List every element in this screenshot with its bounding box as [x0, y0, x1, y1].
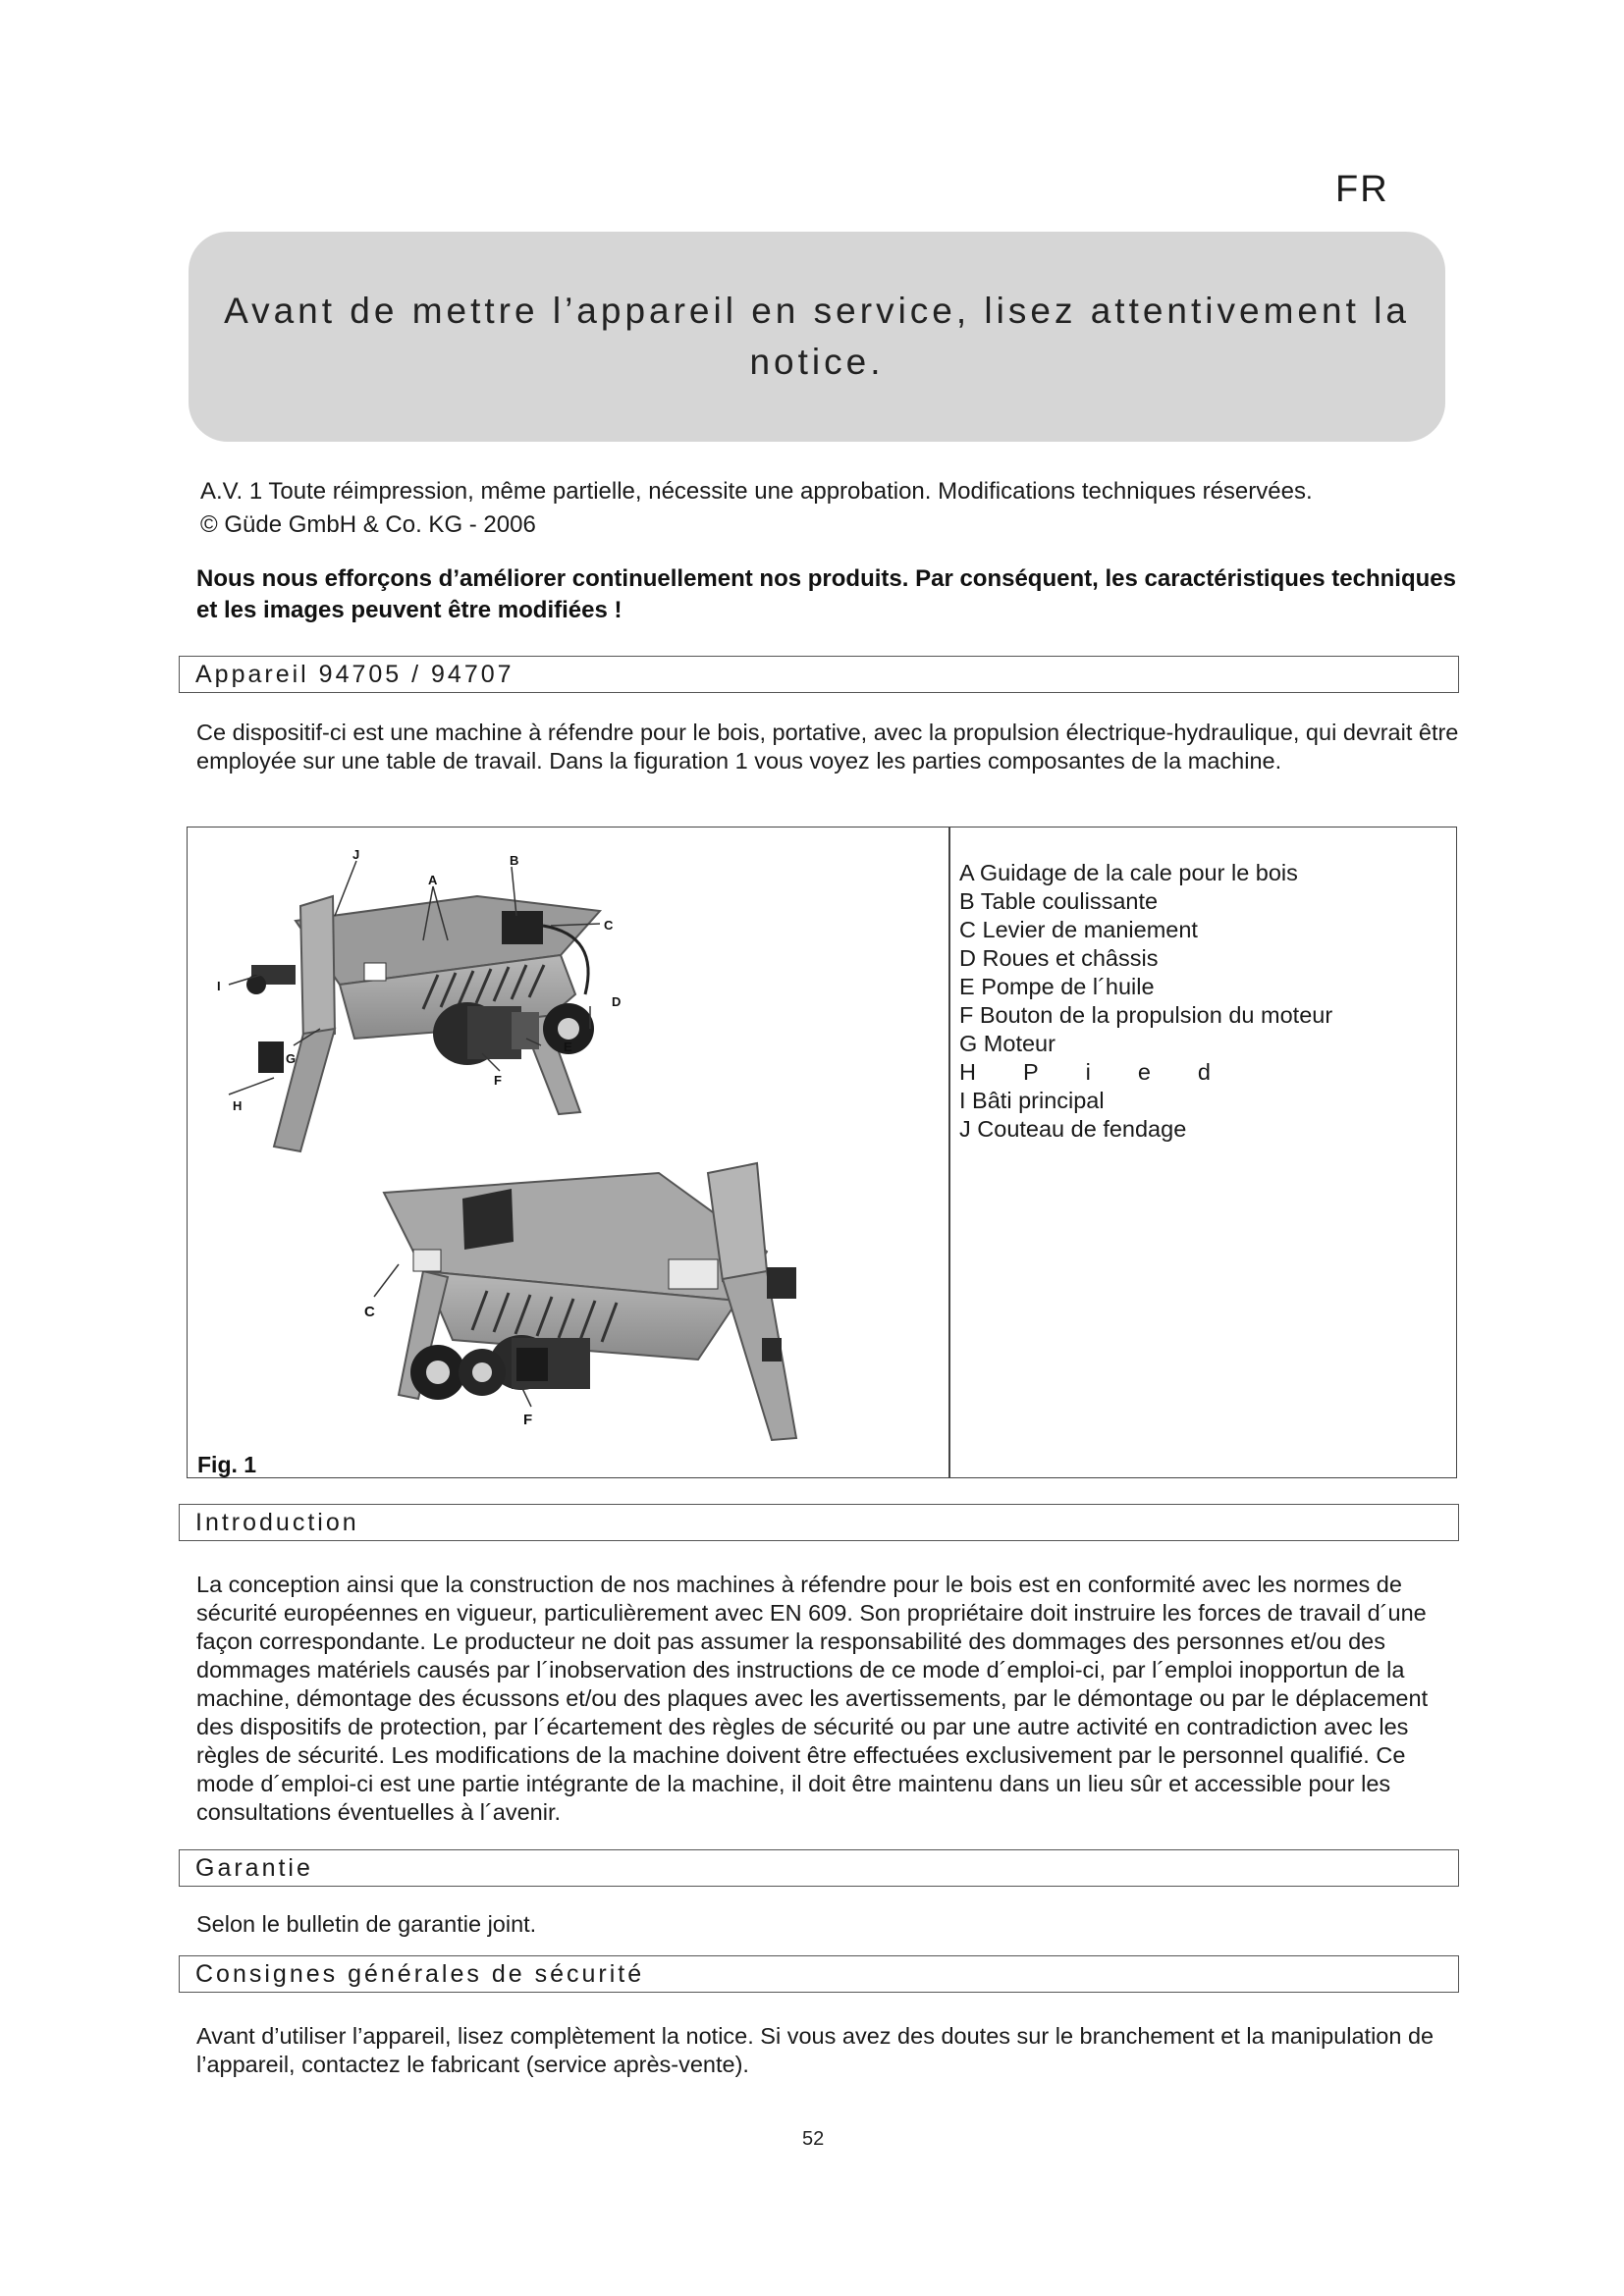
part-item: J Couteau de fendage	[959, 1116, 1187, 1142]
machine-top-view	[246, 896, 600, 1151]
log-splitter-illustration	[188, 828, 947, 1477]
copyright-block	[200, 475, 1313, 542]
part-item: F Bouton de la propulsion du moteur	[959, 1002, 1333, 1028]
callout-top-f: F	[494, 1073, 502, 1088]
callout-top-a: A	[428, 873, 438, 887]
part-item: I Bâti principal	[959, 1088, 1105, 1113]
part-item: D Roues et châssis	[959, 945, 1159, 971]
language-code: FR	[1335, 169, 1389, 210]
callout-top-g: G	[286, 1051, 297, 1066]
introduction-body: La conception ainsi que la construction de nos machines à réfendre pour le bois est en conformité avec les normes de sécurité européennes en vigueur, particulièrement avec EN 609. Son propriétaire doit instruire les forces de travail d´une façon correspondante. Le producteur ne doit pas assumer la responsabilité des dommages des personnes et/ou des dommages matériels causés par l´inobservation des instructions de ce mode d´emploi-ci, par l´emploi inopportun de la machine, démontage des écussons et/ou des plaques avec les avertissements, par le démontage ou par le déplacement des dispositifs de protection, par l´écartement des règles de sécurité ou par une autre activité en contradiction avec les règles de sécurité. Les modifications de la machine doivent être effectuées exclusivement par le personnel qualifié. Ce mode d´emploi-ci est une partie intégrante de la machine, il doit être maintenu dans un lieu sûr et accessible pour les consultations éventuelles à l´avenir.	[196, 1572, 1429, 1825]
part-item: C Levier de maniement	[959, 917, 1198, 942]
callout-top-b: B	[510, 853, 519, 868]
machine-bottom-view	[384, 1163, 796, 1440]
section-title-consignes: Consignes générales de sécurité	[179, 1955, 1459, 1993]
figure-label: Fig. 1	[197, 1452, 257, 1477]
notice-text: Avant de mettre l’appareil en service, lisez attentivement la notice.	[224, 291, 1410, 382]
callout-bottom-f: F	[523, 1412, 533, 1428]
section-title-garantie: Garantie	[179, 1849, 1459, 1887]
part-item: G Moteur	[959, 1031, 1056, 1056]
callout-top-i: I	[217, 979, 221, 993]
part-item: E Pompe de l´huile	[959, 974, 1155, 999]
part-item: A Guidage de la cale pour le bois	[959, 860, 1298, 885]
callout-top-e: E	[564, 1040, 572, 1054]
appareil-body: Ce dispositif-ci est une machine à réfendre pour le bois, portative, avec la propulsion électrique-hydraulique, qui devrait être employée sur une table de travail. Dans la figuration 1 vous voyez les parties composantes de la machine.	[196, 720, 1459, 774]
parts-list	[959, 859, 1332, 1144]
copyright-line-1: A.V. 1 Toute réimpression, même partielle, nécessite une approbation. Modifications techniques réservées.	[200, 478, 1313, 505]
part-item: HPied	[959, 1059, 1259, 1085]
improvement-note: Nous nous efforçons d’améliorer continuellement nos produits. Par conséquent, les caractéristiques techniques et les images peuvent être modifiées !	[196, 565, 1456, 623]
callout-top-d: D	[612, 994, 622, 1009]
notice-banner	[189, 232, 1445, 442]
garantie-body: Selon le bulletin de garantie joint.	[196, 1911, 537, 1937]
consignes-body: Avant d’utiliser l’appareil, lisez complètement la notice. Si vous avez des doutes sur le branchement et la manipulation de l’appareil, contactez le fabricant (service après-vente).	[196, 2023, 1435, 2077]
figure-divider	[948, 828, 950, 1477]
section-title-appareil: Appareil 94705 / 94707	[179, 656, 1459, 693]
copyright-line-2: © Güde GmbH & Co. KG - 2006	[200, 511, 536, 538]
callout-bottom-c: C	[364, 1304, 375, 1320]
part-item: B Table coulissante	[959, 888, 1159, 914]
figure-1-box	[187, 827, 1457, 1478]
callout-top-j: J	[352, 847, 360, 862]
page-number: 52	[802, 2128, 825, 2150]
callout-top-c: C	[604, 918, 614, 933]
section-title-introduction: Introduction	[179, 1504, 1459, 1541]
callout-top-h: H	[233, 1098, 243, 1113]
